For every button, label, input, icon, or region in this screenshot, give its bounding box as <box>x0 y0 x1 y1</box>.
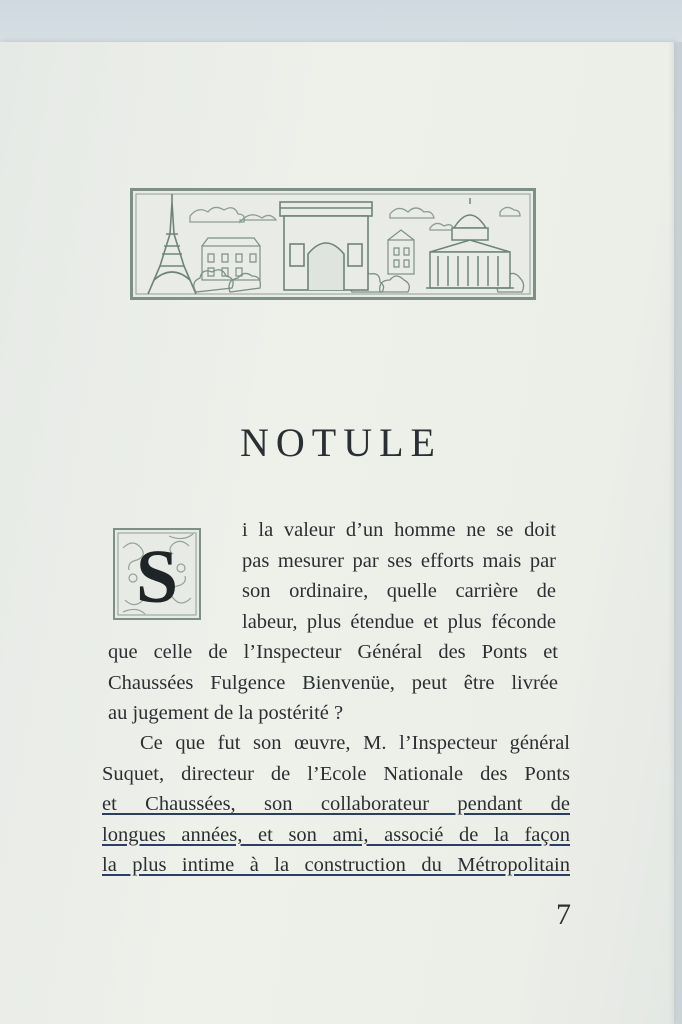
page-edge-shadow <box>668 42 682 1024</box>
paragraph-1-top <box>242 515 556 637</box>
paragraph-2 <box>102 728 570 881</box>
arc-de-triomphe-icon <box>280 202 372 290</box>
underlined-text-line: longues années, et son ami, associé de la façon <box>102 823 570 846</box>
drop-cap-letter: S <box>135 535 179 619</box>
ornamental-initial-frame-icon <box>113 528 201 620</box>
text-line: i la valeur d’un homme ne se doit <box>242 519 556 541</box>
text-line: labeur, plus étendue et plus féconde <box>242 610 556 633</box>
page-number: 7 <box>556 898 571 931</box>
paris-landmarks-vignette <box>130 188 536 300</box>
drop-cap <box>113 528 201 620</box>
underlined-text-line: la plus intime à la construction du Métropolitain <box>102 854 570 876</box>
text-line: Suquet, directeur de l’Ecole Nationale des Ponts <box>102 762 570 785</box>
text-line: Ce que fut son œuvre, M. l’Inspecteur général <box>140 732 570 754</box>
paragraph-1-bottom <box>108 637 558 729</box>
text-line: au jugement de la postérité ? <box>108 702 344 724</box>
page-title: NOTULE <box>240 419 442 465</box>
underlined-text-line: et Chaussées, son collaborateur pendant de <box>102 793 570 815</box>
text-line: son ordinaire, quelle carrière de <box>242 580 556 602</box>
text-line: Chaussées Fulgence Bienvenüe, peut être livrée <box>108 671 558 694</box>
text-line: que celle de l’Inspecteur Général des Ponts et <box>108 641 558 663</box>
text-line: pas mesurer par ses efforts mais par <box>242 549 556 572</box>
